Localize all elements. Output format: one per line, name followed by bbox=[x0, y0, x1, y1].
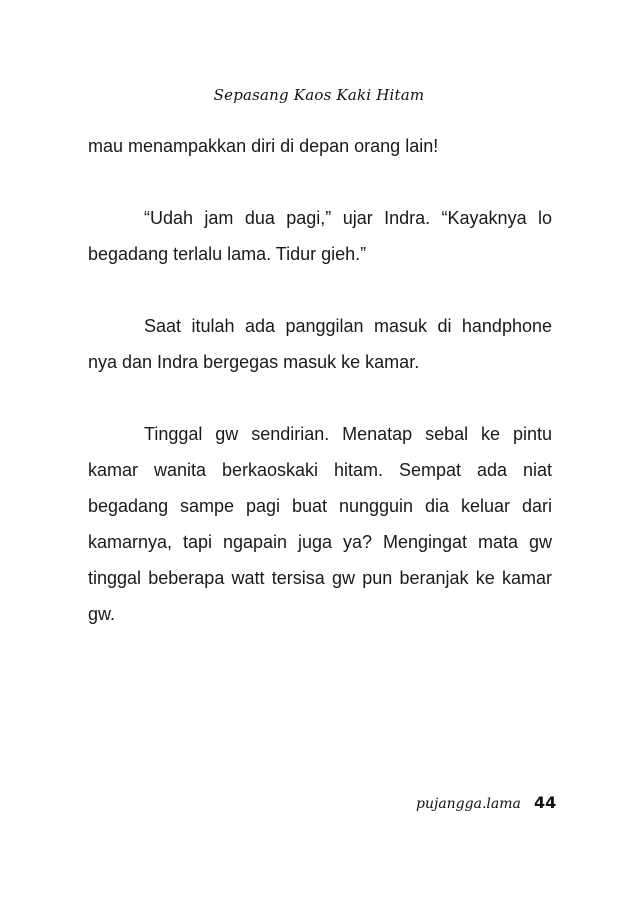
running-header-title: Sepasang Kaos Kaki Hitam bbox=[213, 86, 425, 104]
paragraph-continuation: mau menampakkan diri di depan orang lain! bbox=[88, 136, 439, 156]
paragraph-alone: Tinggal gw sendirian. Menatap sebal ke pintu kamar wanita berkaoskaki hitam. Sempat ada niat begadang sampe pagi buat nungguin dia keluar dari kamarnya, tapi ngapain juga ya? Mengingat mata gw tinggal beberapa watt tersisa gw pun beranjak ke kamar gw. bbox=[88, 424, 552, 624]
footer-author: pujangga.lama bbox=[416, 796, 521, 812]
page-number: 44 bbox=[534, 793, 557, 812]
paragraph-dialogue: “Udah jam dua pagi,” ujar Indra. “Kayaknya lo begadang terlalu lama. Tidur gieh.” bbox=[88, 208, 552, 264]
body-text bbox=[88, 128, 552, 632]
paragraph-phone-call: Saat itulah ada panggilan masuk di handphone nya dan Indra bergegas masuk ke kamar. bbox=[88, 316, 552, 372]
